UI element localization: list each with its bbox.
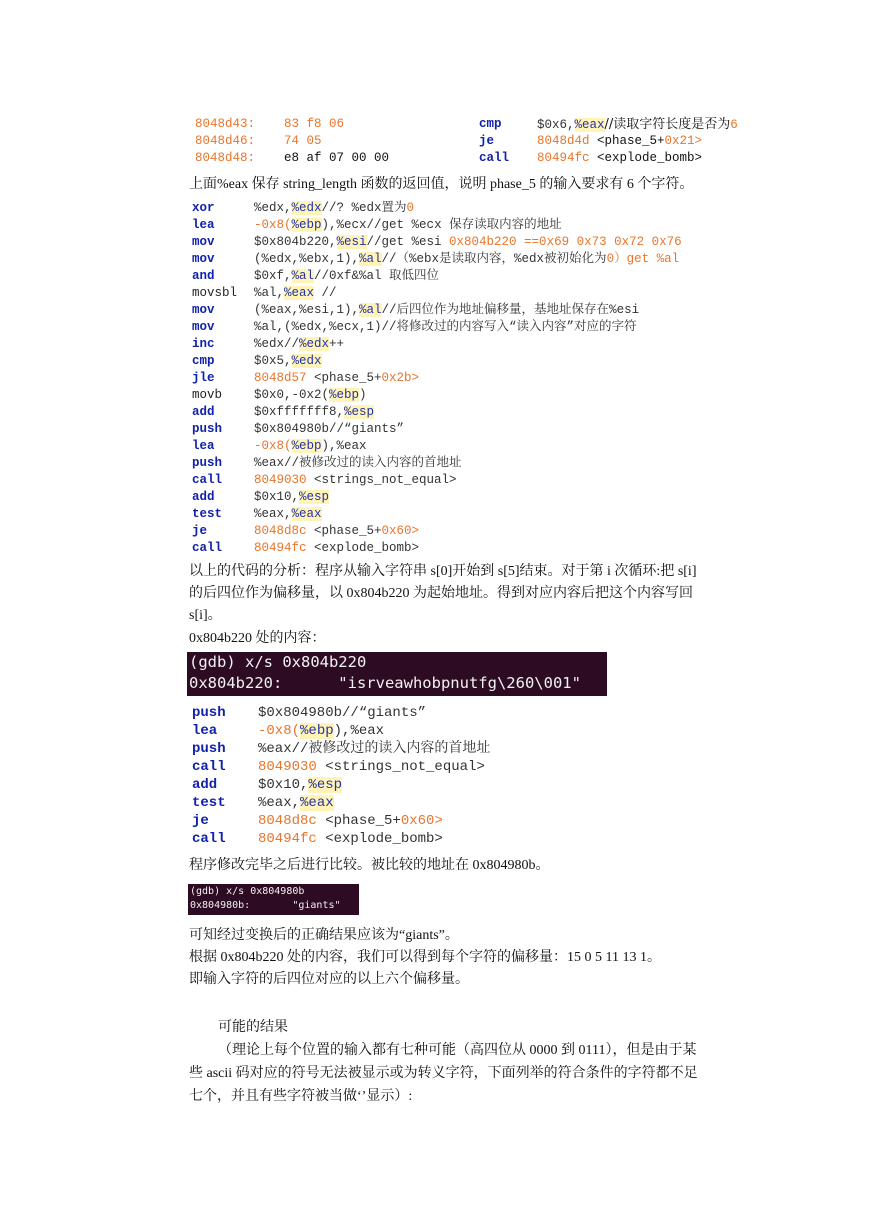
gdb-command: (gdb) x/s 0x804980b (190, 886, 305, 897)
asm-args-part: -0x8( (254, 439, 292, 453)
asm-register: %eax (574, 118, 605, 132)
asm-row (192, 353, 792, 370)
asm-args-part: (%eax,%esi,1), (254, 303, 360, 317)
top-disassembly (195, 116, 795, 168)
asm-opcode: mov (192, 252, 215, 266)
asm-args (254, 472, 457, 489)
asm-args-part: 0）get %al (606, 252, 680, 266)
asm-args-part: <phase_5+ (325, 813, 401, 829)
asm-args (537, 150, 702, 167)
asm-args-part: ), (321, 439, 337, 453)
asm-args-part: 取低四位 (389, 269, 440, 283)
asm-address: 8048d46: (195, 134, 256, 148)
asm-args-part: 0 (406, 201, 415, 215)
asm-args-part: %eax//被修改过的读入内容的首地址 (258, 741, 491, 757)
asm-row (192, 506, 792, 523)
asm-args (254, 438, 367, 455)
asm-args-part: 8048d8c (254, 524, 315, 538)
asm-opcode: movb (192, 388, 223, 402)
asm-opcode: mov (192, 303, 215, 317)
asm-row (192, 285, 792, 302)
asm-args-part: <explode_bomb> (325, 831, 443, 847)
asm-opcode: xor (192, 201, 215, 215)
gdb-command: (gdb) x/s 0x804b220 (189, 653, 367, 671)
asm-args-part: // (314, 286, 337, 300)
asm-args-part: 6 (730, 118, 738, 132)
asm-args-part: 80494fc (258, 831, 326, 847)
asm-row (192, 251, 792, 268)
top-asm-row (195, 150, 795, 167)
paragraph-analysis-line-3: s[i]。 (189, 608, 222, 623)
assembly-listing-2 (192, 704, 792, 852)
asm-bytes: e8 af 07 00 00 (284, 151, 390, 165)
asm-args (254, 234, 682, 251)
asm-args-part: <explode_bomb> (314, 541, 420, 555)
asm-args (254, 370, 419, 387)
asm-opcode: je (192, 813, 209, 829)
asm-args (254, 421, 404, 438)
asm-args-part: //将修改过的内容写入“读入内容”对应的字符 (381, 320, 637, 334)
asm-args-part: 8049030 (258, 759, 326, 775)
asm-args-part: %al,(%edx,%ecx,1) (254, 320, 382, 334)
asm-args-part: ), (333, 723, 351, 739)
asm-args (254, 387, 367, 404)
asm-register: %ebp (329, 388, 360, 402)
asm-row (192, 336, 792, 353)
asm-address: 8048d43: (195, 117, 256, 131)
asm-opcode: je (192, 524, 208, 538)
asm-args-part: %edx// (254, 337, 300, 351)
asm-args (258, 830, 443, 848)
asm-args-part: (%edx,%ebx,1), (254, 252, 360, 266)
asm-args (254, 506, 322, 523)
asm-args-part: <phase_5+ (597, 134, 665, 148)
asm-args-part: %eax (336, 439, 367, 453)
gdb-terminal-2 (188, 884, 359, 915)
asm-register: %al (359, 303, 382, 317)
asm-address: 8048d48: (195, 151, 256, 165)
asm-args-part: //（%ebx是读取内容，%edx被初始化为 (381, 252, 607, 266)
asm-opcode: call (192, 759, 226, 775)
asm-args (254, 455, 462, 472)
asm-args-part: ), (321, 218, 337, 232)
asm-row (192, 302, 792, 319)
asm-opcode: call (479, 151, 510, 165)
asm-row (192, 740, 792, 758)
asm-args-part: $0x10, (258, 777, 309, 793)
asm-args-part: <strings_not_equal> (325, 759, 485, 775)
asm-args-part: 8048d57 (254, 371, 315, 385)
asm-opcode: push (192, 705, 226, 721)
paragraph-offsets: 根据 0x804b220 处的内容，我们可以得到每个字符的偏移量：15 0 5 11 13 1。 (189, 950, 661, 965)
asm-args (254, 285, 337, 302)
asm-args-part: //后四位作为地址偏移量，基地址保存在 (381, 303, 610, 317)
asm-row (192, 234, 792, 251)
asm-args-part: <phase_5+ (314, 524, 382, 538)
asm-row (192, 455, 792, 472)
asm-args-part: %edx, (254, 201, 292, 215)
asm-args (258, 722, 384, 740)
top-asm-row (195, 116, 795, 133)
asm-args (258, 776, 342, 794)
asm-args-part: <phase_5+ (314, 371, 382, 385)
asm-opcode: push (192, 456, 223, 470)
asm-args-part: <explode_bomb> (597, 151, 703, 165)
asm-args (254, 404, 374, 421)
asm-args-part: -0x8( (254, 218, 292, 232)
asm-args-part: //get %esi (366, 235, 450, 249)
asm-args (254, 200, 414, 217)
asm-row (192, 830, 792, 848)
asm-row (192, 523, 792, 540)
asm-opcode: test (192, 507, 223, 521)
asm-args (254, 268, 439, 285)
asm-opcode: mov (192, 320, 215, 334)
asm-opcode: add (192, 490, 215, 504)
asm-register: %esp (344, 405, 375, 419)
asm-opcode: cmp (479, 117, 502, 131)
asm-opcode: add (192, 777, 218, 793)
asm-args (254, 302, 639, 319)
asm-opcode: call (192, 831, 226, 847)
asm-register: %eax (300, 795, 334, 811)
paragraph-low-four-bits: 即输入字符的后四位对应的以上六个偏移量。 (189, 972, 469, 987)
memory-content-label: 0x804b220 处的内容： (189, 631, 326, 646)
paragraph-compare: 程序修改完毕之后进行比较。被比较的地址在 0x804980b。 (189, 858, 550, 873)
asm-row (192, 472, 792, 489)
asm-row (192, 812, 792, 830)
asm-row (192, 758, 792, 776)
asm-opcode: push (192, 741, 226, 757)
asm-row (192, 319, 792, 336)
asm-row (192, 217, 792, 234)
asm-args-part: 0x804b220 ==0x69 0x73 0x72 0x76 (449, 235, 682, 249)
asm-row (192, 421, 792, 438)
asm-opcode: inc (192, 337, 215, 351)
asm-args (254, 353, 322, 370)
asm-args-part: //? %edx置为 (321, 201, 407, 215)
asm-bytes: 74 05 (284, 134, 322, 148)
asm-register: %esi (336, 235, 367, 249)
paragraph-analysis-line-2: 的后四位作为偏移量，以 0x804b220 为起始地址。得到对应内容后把这个内容写回 (189, 586, 693, 601)
asm-row (192, 776, 792, 794)
asm-args (254, 523, 419, 540)
asm-row (192, 200, 792, 217)
top-asm-row (195, 133, 795, 150)
asm-opcode: mov (192, 235, 215, 249)
asm-args-part: %esi (609, 303, 640, 317)
asm-args-part: 8049030 (254, 473, 315, 487)
asm-args-part: $0xf, (254, 269, 292, 283)
asm-args-part: -0x8( (258, 723, 301, 739)
asm-args-part: %eax, (254, 507, 292, 521)
asm-register: %edx (299, 337, 330, 351)
gdb-output: 0x804b220: "isrveawhobpnutfg\260\001" (189, 674, 581, 692)
asm-args-part: 0x60> (400, 813, 443, 829)
asm-args-part: $0x804980b//“giants” (258, 705, 427, 721)
asm-args (258, 758, 485, 776)
gdb-terminal-1 (187, 652, 607, 696)
asm-register: %ebp (291, 439, 322, 453)
asm-args-part: %ecx//get %ecx 保存读取内容的地址 (336, 218, 562, 232)
asm-args (254, 319, 637, 336)
asm-row (192, 387, 792, 404)
asm-args-part: ) (359, 388, 367, 402)
asm-opcode: cmp (192, 354, 215, 368)
paragraph-giants: 可知经过变换后的正确结果应该为“giants”。 (189, 928, 459, 943)
asm-opcode: call (192, 473, 223, 487)
asm-bytes: 83 f8 06 (284, 117, 345, 131)
asm-row (192, 370, 792, 387)
asm-args (537, 116, 738, 134)
asm-args-part: 8048d8c (258, 813, 326, 829)
assembly-listing-1 (192, 200, 792, 560)
asm-args-part: %eax//被修改过的读入内容的首地址 (254, 456, 462, 470)
asm-args-part: $0x6, (537, 118, 575, 132)
asm-args (254, 251, 679, 268)
asm-register: %eax (291, 507, 322, 521)
asm-args (254, 489, 329, 506)
asm-opcode: test (192, 795, 226, 811)
asm-args (258, 740, 490, 758)
asm-args-part: 80494fc (537, 151, 598, 165)
asm-opcode: and (192, 269, 215, 283)
asm-opcode: lea (192, 723, 218, 739)
asm-row (192, 540, 792, 557)
paragraph-analysis-line-1: 以上的代码的分析：程序从输入字符串 s[0]开始到 s[5]结束。对于第 i 次循环:把 s[i] (189, 564, 697, 579)
asm-args-part: %al, (254, 286, 285, 300)
asm-row (192, 704, 792, 722)
asm-args-part: <strings_not_equal> (314, 473, 457, 487)
asm-comment: //读取字符长度是否为 (604, 117, 731, 132)
asm-register: %eax (284, 286, 315, 300)
asm-opcode: add (192, 405, 215, 419)
asm-opcode: lea (192, 218, 215, 232)
paragraph-string-length: 上面%eax 保存 string_length 函数的返回值，说明 phase_5 的输入要求有 6 个字符。 (189, 177, 694, 192)
asm-opcode: je (479, 134, 495, 148)
asm-opcode: call (192, 541, 223, 555)
asm-row (192, 438, 792, 455)
asm-args (537, 133, 702, 150)
asm-opcode: push (192, 422, 223, 436)
asm-opcode: movsbl (192, 286, 238, 300)
asm-args (258, 794, 334, 812)
asm-args (258, 812, 443, 830)
asm-register: %al (359, 252, 382, 266)
asm-register: %al (291, 269, 315, 283)
gdb-output: 0x804980b: "giants" (190, 900, 341, 911)
asm-register: %edx (291, 201, 322, 215)
asm-args-part: 0x2b> (381, 371, 420, 385)
asm-args-part: $0x804980b//“giants” (254, 422, 405, 436)
asm-args (254, 336, 344, 353)
asm-register: %esp (308, 777, 343, 793)
paragraph-results-line-2: 些 ascii 码对应的符号无法被显示或为转义字符，下面列举的符合条件的字符都不足 (189, 1066, 698, 1081)
asm-row (192, 268, 792, 285)
asm-row (192, 722, 792, 740)
asm-register: %ebp (291, 218, 322, 232)
asm-args-part: 80494fc (254, 541, 315, 555)
asm-args-part: %eax, (258, 795, 301, 811)
paragraph-results-line-3: 七个，并且有些字符被当做‘’显示）: (189, 1089, 413, 1104)
asm-register: %esp (299, 490, 330, 504)
asm-register: %ebp (300, 723, 334, 739)
asm-args (258, 704, 426, 722)
asm-args-part: %eax (350, 723, 385, 739)
asm-row (192, 489, 792, 506)
asm-opcode: jle (192, 371, 215, 385)
paragraph-results-line-1: （理论上每个位置的输入都有七种可能（高四位从 0000 到 0111），但是由于某 (218, 1043, 697, 1058)
asm-args-part: 8048d4d (537, 134, 598, 148)
asm-row (192, 794, 792, 812)
section-heading: 可能的结果 (218, 1020, 288, 1035)
asm-row (192, 404, 792, 421)
asm-args-part: 0x21> (664, 134, 703, 148)
asm-args-part: $0x10, (254, 490, 300, 504)
asm-args-part: 0x60> (381, 524, 420, 538)
asm-args-part: $0xfffffff8, (254, 405, 345, 419)
asm-args (254, 540, 419, 557)
asm-args-part: $0x804b220, (254, 235, 337, 249)
asm-args (254, 217, 562, 234)
asm-args-part: ++ (329, 337, 345, 351)
asm-args-part: $0x0,-0x2( (254, 388, 330, 402)
asm-opcode: lea (192, 439, 215, 453)
asm-args-part: $0x5, (254, 354, 292, 368)
asm-args-part: //0xf&%al (314, 269, 390, 283)
asm-register: %edx (291, 354, 322, 368)
